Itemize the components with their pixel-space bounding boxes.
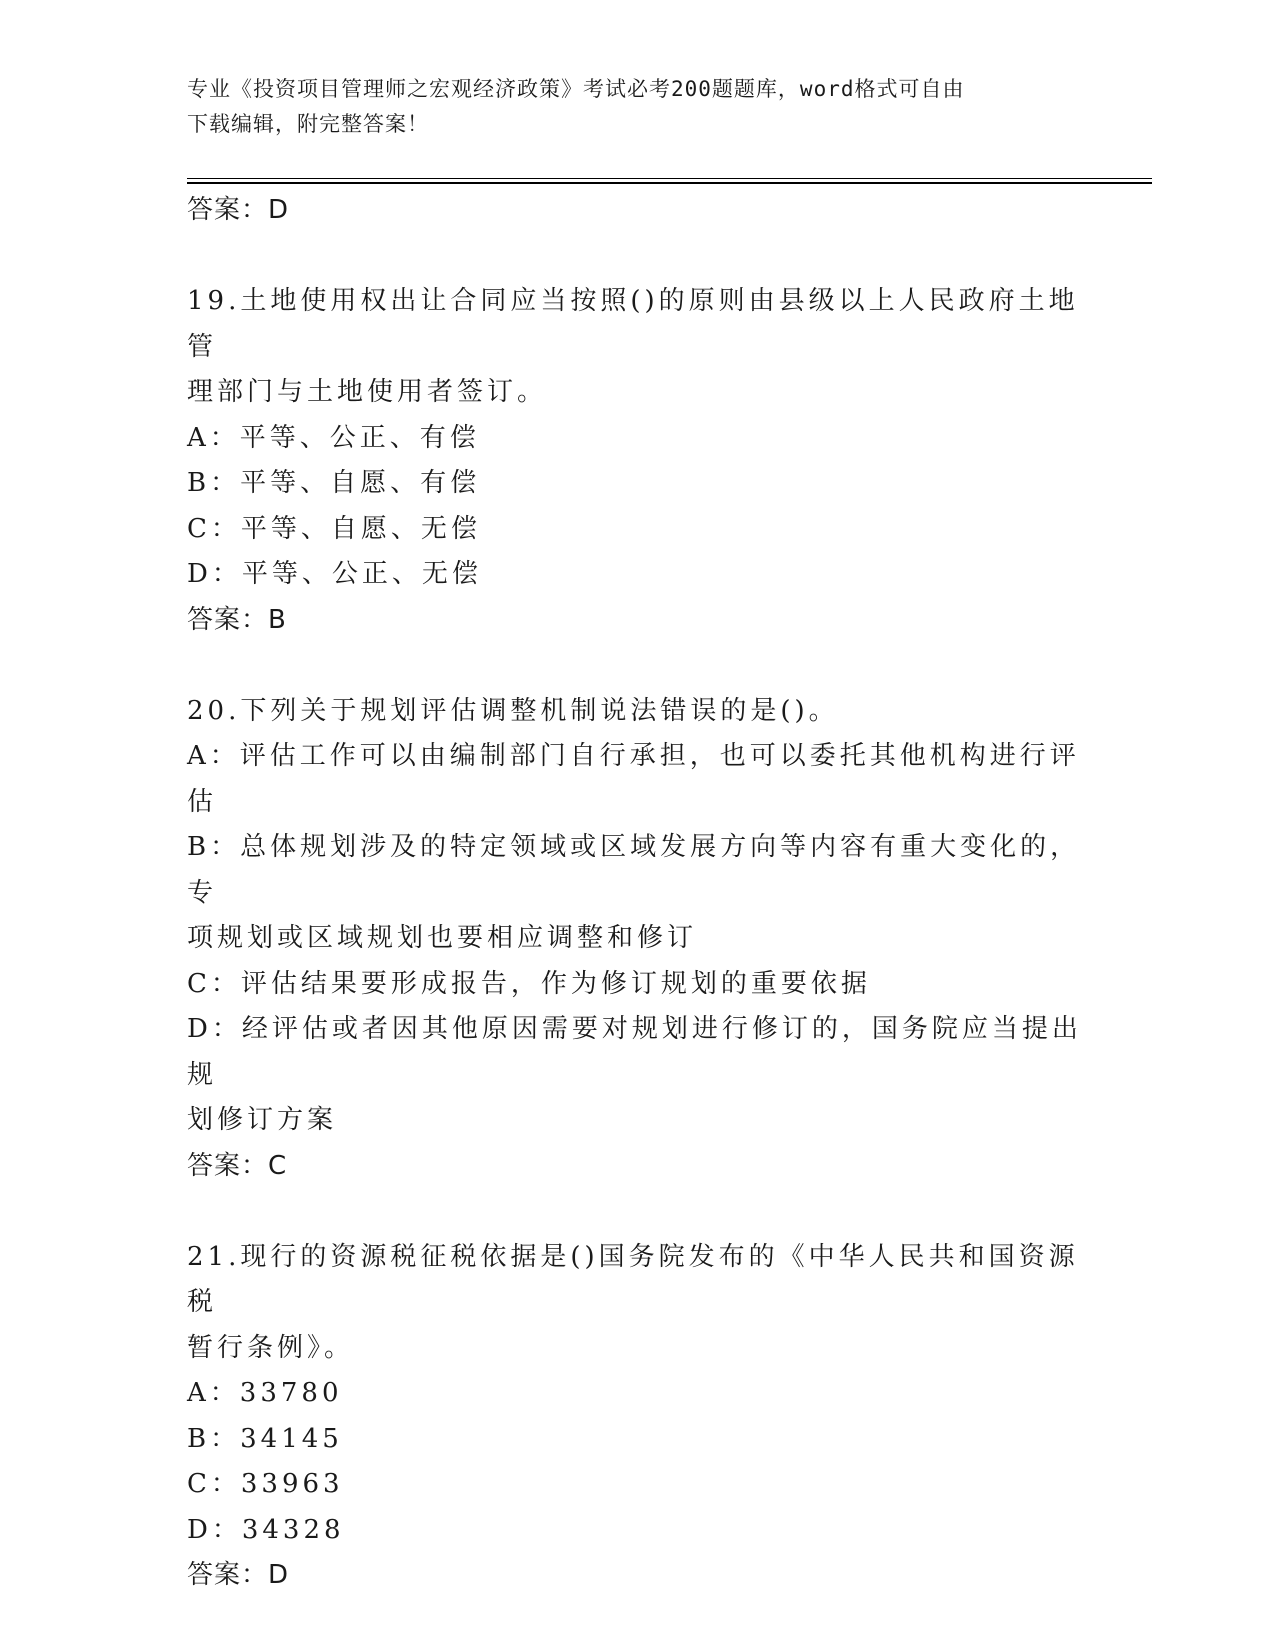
option-a: A：评估工作可以由编制部门自行承担，也可以委托其他机构进行评估 bbox=[187, 741, 1080, 817]
option-a: A：平等、公正、有偿 bbox=[187, 422, 480, 453]
document-header bbox=[187, 72, 1087, 142]
option-b: B：总体规划涉及的特定领域或区域发展方向等内容有重大变化的，专 bbox=[187, 832, 1081, 908]
header-line-1: 专业《投资项目管理师之宏观经济政策》考试必考200题题库，word格式可自由 bbox=[187, 77, 965, 101]
option-d-continued: 划修订方案 bbox=[187, 1105, 338, 1135]
question-19 bbox=[187, 279, 1087, 643]
option-b-continued: 项规划或区域规划也要相应调整和修订 bbox=[187, 923, 698, 953]
question-20 bbox=[187, 689, 1087, 1190]
option-d: D：平等、公正、无偿 bbox=[187, 559, 482, 589]
answer: 答案：B bbox=[187, 604, 287, 635]
question-stem: 19.土地使用权出让合同应当按照()的原则由县级以上人民政府土地管 bbox=[187, 286, 1079, 362]
header-divider-thin bbox=[187, 178, 1152, 179]
option-c: C：平等、自愿、无偿 bbox=[187, 513, 481, 544]
option-c: C：评估结果要形成报告，作为修订规划的重要依据 bbox=[187, 968, 871, 999]
question-stem: 暂行条例》。 bbox=[187, 1332, 355, 1363]
previous-answer: 答案：D bbox=[187, 195, 290, 225]
answer: 答案：D bbox=[187, 1560, 290, 1590]
header-line-2: 下载编辑，附完整答案！ bbox=[187, 112, 429, 136]
spacer bbox=[187, 1189, 1087, 1235]
question-stem: 理部门与土地使用者签订。 bbox=[187, 377, 548, 407]
question-stem: 21.现行的资源税征税依据是()国务院发布的《中华人民共和国资源税 bbox=[187, 1241, 1079, 1317]
option-c: C：33963 bbox=[187, 1469, 344, 1499]
question-stem: 20.下列关于规划评估调整机制说法错误的是()。 bbox=[187, 695, 839, 726]
spacer bbox=[187, 643, 1087, 689]
option-a: A：33780 bbox=[187, 1378, 343, 1408]
question-list bbox=[187, 188, 1087, 1599]
option-b: B：平等、自愿、有偿 bbox=[187, 468, 481, 498]
spacer bbox=[187, 234, 1087, 280]
answer: 答案：C bbox=[187, 1150, 288, 1181]
option-d: D：经评估或者因其他原因需要对规划进行修订的，国务院应当提出规 bbox=[187, 1014, 1082, 1090]
header-divider-thick bbox=[187, 182, 1152, 184]
option-d: D：34328 bbox=[187, 1514, 345, 1545]
option-b: B：34145 bbox=[187, 1423, 343, 1454]
question-21 bbox=[187, 1235, 1087, 1599]
